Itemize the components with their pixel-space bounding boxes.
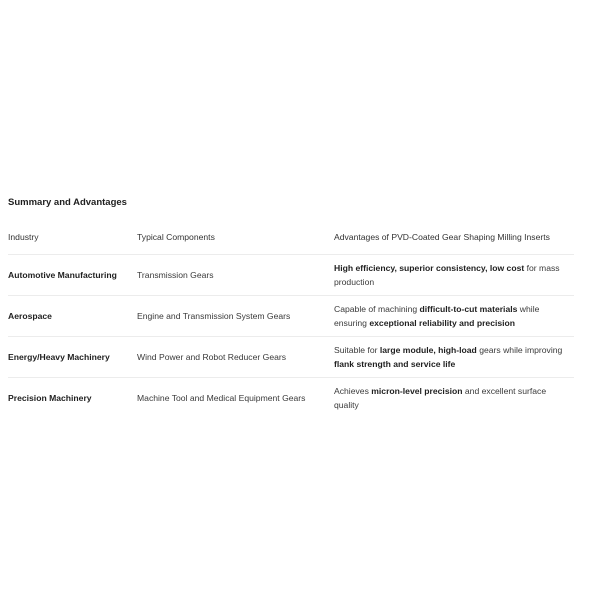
header-typical-components: Typical Components [137, 226, 334, 255]
industry-cell: Energy/Heavy Machinery [8, 337, 137, 378]
components-cell: Transmission Gears [137, 255, 334, 296]
advantages-cell [334, 337, 574, 378]
advantage-highlight: flank strength and service life [334, 359, 456, 369]
header-industry: Industry [8, 226, 137, 255]
advantage-text: for mass production [334, 263, 560, 287]
advantage-highlight: exceptional reliability and precision [369, 318, 516, 328]
advantage-text: while ensuring [334, 304, 540, 328]
advantage-highlight: difficult-to-cut materials [419, 304, 518, 314]
advantage-highlight: large module, high-load [379, 345, 477, 355]
header-advantages: Advantages of PVD-Coated Gear Shaping Milling Inserts [334, 226, 574, 255]
advantage-text: gears while improving [476, 345, 563, 355]
advantages-cell [334, 255, 574, 296]
summary-section [8, 196, 574, 418]
advantage-text: Suitable for [334, 345, 380, 355]
advantage-text: Capable of machining [334, 304, 420, 314]
industry-cell: Automotive Manufacturing [8, 255, 137, 296]
advantages-cell [334, 378, 574, 419]
summary-table [8, 226, 574, 418]
components-cell: Wind Power and Robot Reducer Gears [137, 337, 334, 378]
industry-cell: Aerospace [8, 296, 137, 337]
table-header-row [8, 226, 574, 255]
table-row [8, 255, 574, 296]
advantage-highlight: High efficiency, superior consistency, low cost [334, 263, 525, 273]
table-row [8, 378, 574, 419]
advantages-cell [334, 296, 574, 337]
industry-cell: Precision Machinery [8, 393, 92, 403]
section-title: Summary and Advantages [8, 197, 127, 208]
advantage-text: Achieves [334, 386, 372, 396]
components-cell: Engine and Transmission System Gears [137, 296, 334, 337]
advantage-highlight: micron-level precision [371, 386, 463, 396]
advantage-text: and excellent surface quality [334, 386, 547, 410]
table-row [8, 296, 574, 337]
table-row [8, 337, 574, 378]
components-cell: Machine Tool and Medical Equipment Gears [137, 393, 306, 403]
